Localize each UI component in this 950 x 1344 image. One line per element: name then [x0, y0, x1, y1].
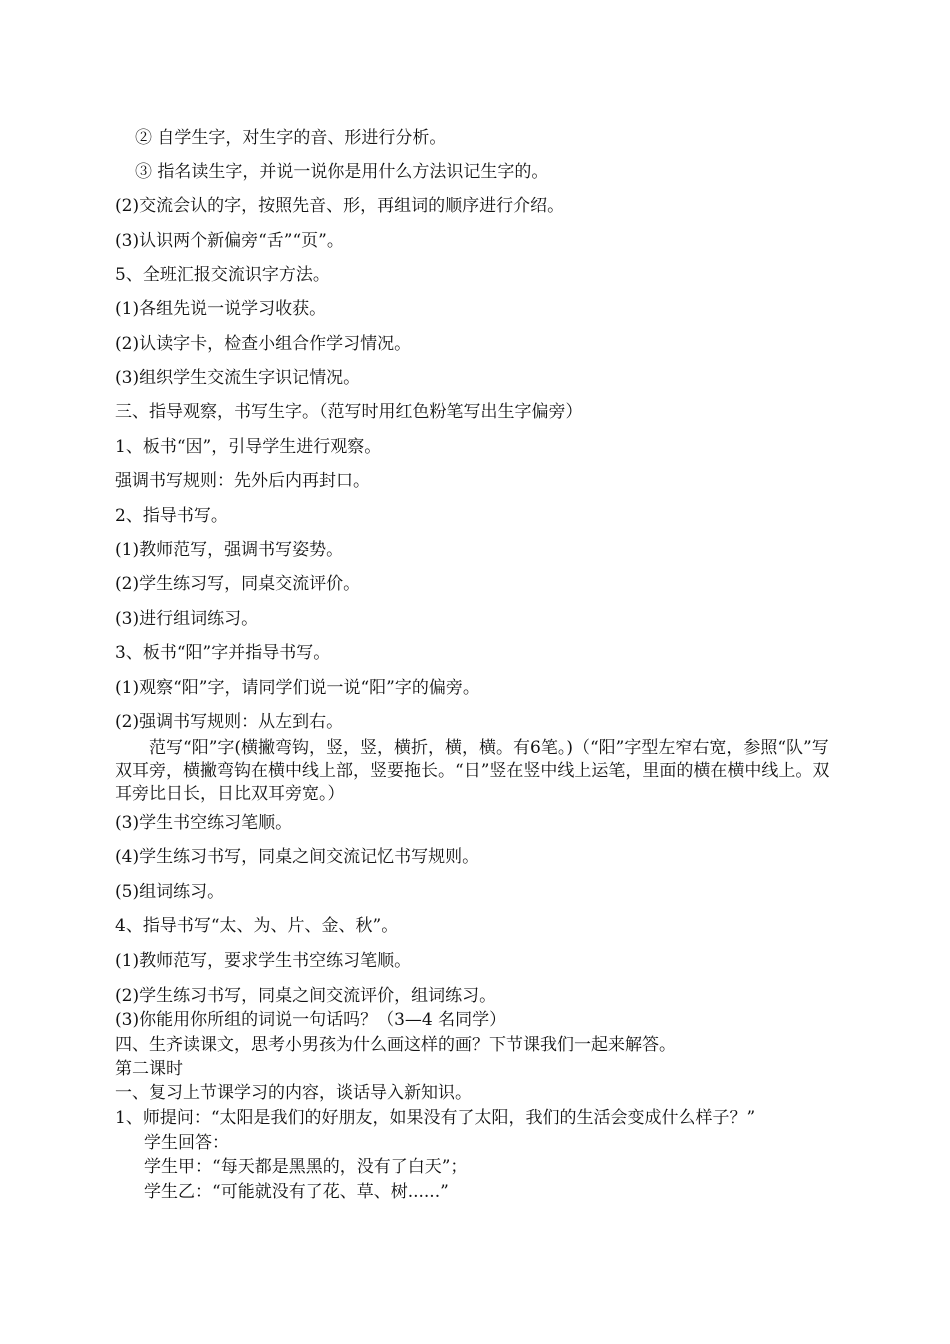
- text-line: (2)强调书写规则：从左到右。: [115, 712, 344, 732]
- text-line: 4、指导书写“太、为、片、金、秋”。: [115, 916, 399, 936]
- section-heading: 一、复习上节课学习的内容，谈话导入新知识。: [115, 1083, 472, 1103]
- section-heading: 四、生齐读课文，思考小男孩为什么画这样的画？下节课我们一起来解答。: [115, 1035, 676, 1055]
- text-line: (3)学生书空练习笔顺。: [115, 813, 293, 833]
- text-line: (1)教师范写，强调书写姿势。: [115, 540, 344, 560]
- text-line: 学生甲：“每天都是黑黑的，没有了白天”；: [144, 1157, 468, 1177]
- text-line: (3)认识两个新偏旁“舌”“页”。: [115, 231, 344, 251]
- text-line: 1、师提问：“太阳是我们的好朋友，如果没有了太阳，我们的生活会变成什么样子？”: [115, 1108, 756, 1128]
- text-line: (3)你能用你所组的词说一句话吗？（3—4 名同学）: [115, 1010, 507, 1030]
- text-line: 2、指导书写。: [115, 506, 228, 526]
- text-line: (4)学生练习书写，同桌之间交流记忆书写规则。: [115, 847, 480, 867]
- text-line: 5、全班汇报交流识字方法。: [115, 265, 330, 285]
- text-line: (3)组织学生交流生字识记情况。: [115, 368, 361, 388]
- text-line: 1、板书“因”，引导学生进行观察。: [115, 437, 382, 457]
- text-line: (2)学生练习书写，同桌之间交流评价，组词练习。: [115, 986, 497, 1006]
- text-line: (3)进行组词练习。: [115, 609, 259, 629]
- text-line: 学生乙：“可能就没有了花、草、树......”: [144, 1182, 449, 1202]
- section-heading: 三、指导观察，书写生字。（范写时用红色粉笔写出生字偏旁）: [115, 402, 583, 422]
- text-line: (2)交流会认的字，按照先音、形，再组词的顺序进行介绍。: [115, 196, 565, 216]
- text-line: (1)观察“阳”字，请同学们说一说“阳”字的偏旁。: [115, 678, 480, 698]
- text-line: (1)各组先说一说学习收获。: [115, 299, 327, 319]
- text-line: (1)教师范写，要求学生书空练习笔顺。: [115, 951, 412, 971]
- lesson-title: 第二课时: [115, 1059, 183, 1079]
- text-line: ③ 指名读生字，并说一说你是用什么方法识记生字的。: [135, 162, 549, 182]
- text-line: 3、板书“阳”字并指导书写。: [115, 643, 331, 663]
- text-line: (2)学生练习写，同桌交流评价。: [115, 574, 361, 594]
- text-line: (5)组词练习。: [115, 882, 225, 902]
- text-line: ② 自学生字，对生字的音、形进行分析。: [135, 128, 447, 148]
- text-line: (2)认读字卡，检查小组合作学习情况。: [115, 334, 412, 354]
- text-paragraph: 范写“阳”字(横撇弯钩，竖，竖，横折，横，横。有6笔。)（“阳”字型左窄右宽，参照“队”写双耳旁，横撇弯钩在横中线上部，竖要拖长。“日”竖在竖中线上运笔，里面的横在横中线上。双耳旁比日长，日比双耳旁宽。）: [115, 738, 830, 804]
- text-line: 强调书写规则：先外后内再封口。: [115, 471, 370, 491]
- text-line: 学生回答：: [144, 1133, 229, 1153]
